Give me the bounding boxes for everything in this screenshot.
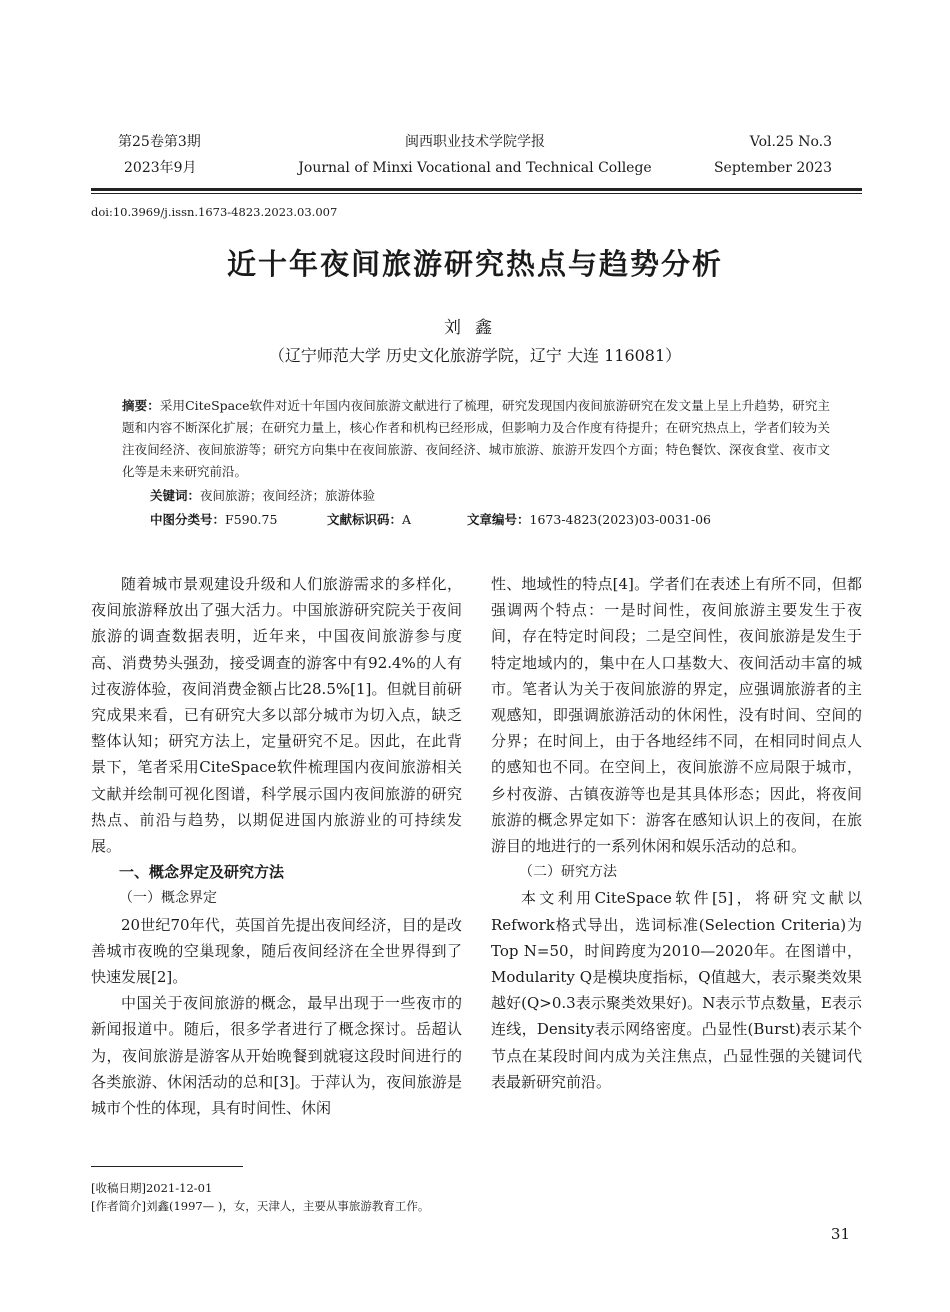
clc-label: 中图分类号： bbox=[150, 512, 226, 527]
clc-number bbox=[150, 510, 277, 528]
header-rule-thin bbox=[91, 193, 862, 194]
author-name: 刘鑫 bbox=[444, 318, 506, 338]
clc-value: F590.75 bbox=[225, 512, 278, 527]
paragraph: 中国关于夜间旅游的概念，最早出现于一些夜市的新闻报道中。随后，很多学者进行了概念探讨。岳超认为，夜间旅游是游客从开始晚餐到就寝这段时间进行的各类旅游、休闲活动的总和[3]。于萍认为，夜间旅游是城市个性的体现，具有时间性、休闲 bbox=[91, 994, 462, 1118]
header-rule bbox=[91, 188, 862, 191]
document-code bbox=[327, 510, 411, 528]
article-number bbox=[467, 510, 711, 528]
abstract-text: 采用CiteSpace软件对近十年国内夜间旅游文献进行了梳理，研究发现国内夜间旅游研究在发文量上呈上升趋势，研究主题和内容不断深化扩展；在研究力量上，核心作者和机构已经形成，但影响力及合作度有待提升；在研究热点上，学者们较为关注夜间经济、夜间旅游等；研究方向集中在夜间旅游、夜间经济、城市旅游、旅游开发四个方面；特色餐饮、深夜食堂、夜市文化等是未来研究前沿。 bbox=[122, 398, 830, 479]
journal-name-cn: 闽西职业技术学院学报 bbox=[405, 134, 545, 150]
page-number: 31 bbox=[830, 1225, 850, 1243]
date-cn: 2023年9月 bbox=[124, 160, 197, 176]
paragraph: 本文利用CiteSpace软件[5]，将研究文献以Refwork格式导出，选词标准(Selection Criteria)为Top N=50，时间跨度为2010—2020年。在图谱中，Modularity Q是模块度指标，Q值越大，表示聚类效果越好(Q>0.3表示聚类效果好)。N表示节点数量，E表示连线，Density表示网络密度。凸显性(Burst)表示某个节点在某段时间内成为关注焦点，凸显性强的关键词代表最新研究前沿。 bbox=[491, 889, 862, 1091]
article-number-value: 1673-4823(2023)03-0031-06 bbox=[529, 512, 711, 527]
journal-name-en: Journal of Minxi Vocational and Technical College bbox=[298, 160, 652, 176]
subsection-heading: （一）概念界定 bbox=[119, 890, 217, 907]
subsection-heading: （二）研究方法 bbox=[519, 864, 617, 881]
affiliation: （辽宁师范大学 历史文化旅游学院，辽宁 大连 116081） bbox=[268, 346, 682, 365]
article-title: 近十年夜间旅游研究热点与趋势分析 bbox=[226, 247, 723, 281]
keywords-text: 夜间旅游；夜间经济；旅游体验 bbox=[200, 488, 376, 503]
received-date: [收稿日期]2021-12-01 bbox=[91, 1181, 213, 1195]
footnote-rule bbox=[91, 1166, 243, 1167]
doc-code-value: A bbox=[402, 512, 412, 527]
abstract bbox=[122, 395, 830, 483]
article-number-label: 文章编号： bbox=[467, 512, 530, 527]
keywords bbox=[150, 486, 375, 504]
doi: doi:10.3969/j.issn.1673-4823.2023.03.007 bbox=[91, 205, 338, 219]
body-column-right bbox=[491, 571, 862, 1095]
section-heading: 一、概念界定及研究方法 bbox=[119, 863, 285, 882]
paragraph: 性、地域性的特点[4]。学者们在表述上有所不同，但都强调两个特点：一是时间性，夜间旅游主要发生于夜间，存在特定时间段；二是空间性，夜间旅游是发生于特定地域内的，集中在人口基数大、夜间活动丰富的城市。笔者认为关于夜间旅游的界定，应强调旅游者的主观感知，即强调旅游活动的休闲性，没有时间、空间的分界；在时间上，由于各地经纬不同，在相同时间点人的感知也不同。在空间上，夜间旅游不应局限于城市，乡村夜游、古镇夜游等也是其具体形态；因此，将夜间旅游的概念界定如下：游客在感知认识上的夜间，在旅游目的地进行的一系列休闲和娱乐活动的总和。 bbox=[491, 575, 862, 856]
volume-en: Vol.25 No.3 bbox=[749, 134, 832, 150]
volume-cn: 第25卷第3期 bbox=[118, 134, 201, 150]
date-en: September 2023 bbox=[713, 160, 832, 176]
author-bio: [作者简介]刘鑫(1997— )，女，天津人，主要从事旅游教育工作。 bbox=[91, 1199, 430, 1213]
doc-code-label: 文献标识码： bbox=[327, 512, 403, 527]
body-column-left bbox=[91, 571, 462, 1121]
header-right bbox=[714, 129, 832, 181]
paragraph: 随着城市景观建设升级和人们旅游需求的多样化，夜间旅游释放出了强大活力。中国旅游研究院关于夜间旅游的调查数据表明，近年来，中国夜间旅游参与度高、消费势头强劲，接受调查的游客中有92.4%的人有过夜游体验，夜间消费金额占比28.5%[1]。但就目前研究成果来看，已有研究大多以部分城市为切入点，缺乏整体认知；研究方法上，定量研究不足。因此，在此背景下，笔者采用CiteSpace软件梳理国内夜间旅游相关文献并绘制可视化图谱，科学展示国内夜间旅游的研究热点、前沿与趋势，以期促进国内旅游业的可持续发展。 bbox=[91, 575, 462, 856]
keywords-label: 关键词： bbox=[150, 488, 201, 503]
abstract-label: 摘要： bbox=[122, 398, 160, 413]
paragraph: 20世纪70年代，英国首先提出夜间经济，目的是改善城市夜晚的空巢现象，随后夜间经济在全世界得到了快速发展[2]。 bbox=[91, 915, 462, 987]
